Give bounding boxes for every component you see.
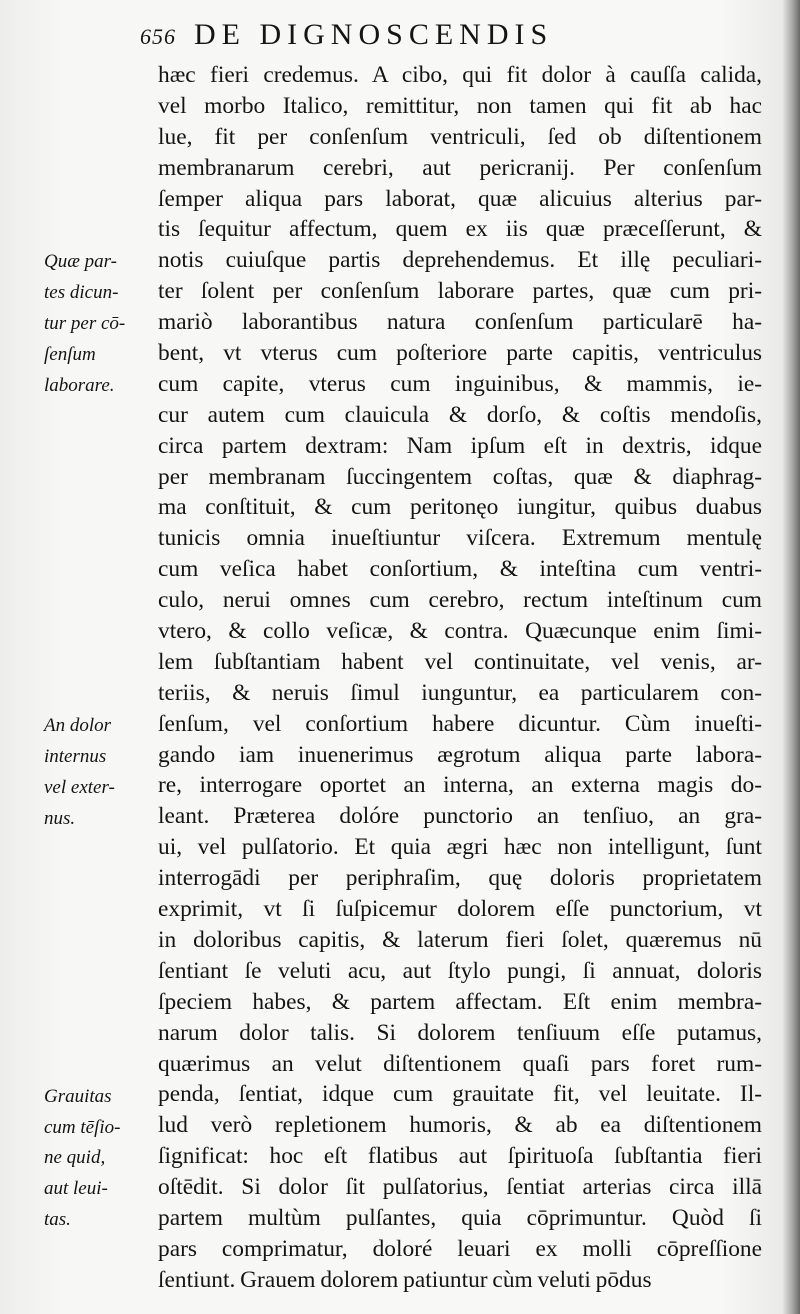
margin-note-line: tur per cō- — [44, 313, 126, 335]
text-line: lue, fit per conſenſum ventriculi, ſed ob diſtentionem — [158, 123, 762, 150]
text-line: bent, vt vterus cum poſteriore parte capitis, ventriculus — [158, 340, 762, 367]
margin-note-line: cum tēſio- — [44, 1116, 121, 1138]
text-line: ui, vel pulſatorio. Et quia ægri hæc non intelligunt, ſunt — [158, 834, 762, 861]
text-line: partem multùm pulſantes, quia cōprimuntur. Quòd ſi — [158, 1204, 762, 1231]
text-line: cum capite, vterus cum inguinibus, & mammis, ie- — [158, 370, 762, 397]
text-line: in doloribus capitis, & laterum fieri ſolet, quæremus nū — [158, 926, 762, 953]
text-line: lem ſubſtantiam habent vel continuitate, vel venis, ar- — [158, 648, 762, 675]
text-line: ſentiunt. Grauem dolorem patiuntur cùm veluti pōdus — [158, 1266, 652, 1293]
text-line: ſemper aliqua pars laborat, quæ alicuius alterius par- — [158, 185, 762, 212]
text-line: tunicis omnia inueſtiuntur viſcera. Extremum mentulę — [158, 525, 762, 552]
margin-note-line: aut leui- — [44, 1178, 108, 1200]
text-line: ſentiant ſe veluti acu, aut ſtylo pungi, ſi annuat, doloris — [158, 957, 762, 984]
text-line: narum dolor talis. Si dolorem tenſiuum eſſe putamus, — [158, 1019, 762, 1046]
margin-note-line: Grauitas — [44, 1085, 112, 1107]
margin-note-line: Quæ par- — [44, 251, 117, 273]
text-line: pars comprimatur, doloré leuari ex molli cōpreſſione — [158, 1235, 762, 1262]
page-header — [140, 18, 760, 58]
page-edge-shadow — [782, 0, 800, 1314]
text-line: cur autem cum clauicula & dorſo, & coſtis mendoſis, — [158, 401, 762, 428]
text-line: exprimit, vt ſi ſuſpicemur dolorem eſſe punctorium, vt — [158, 896, 762, 923]
text-line: ter ſolent per conſenſum laborare partes, quæ cum pri- — [158, 278, 762, 305]
margin-note — [44, 247, 156, 401]
margin-note-line: nus. — [44, 807, 76, 829]
page-number: 656 — [140, 24, 176, 49]
text-line: re, interrogare oportet an interna, an externa magis do- — [158, 772, 762, 799]
text-line: gando iam inuenerimus ægrotum aliqua parte labora- — [158, 741, 762, 768]
text-line: notis cuiuſque partis deprehendemus. Et illę peculiari- — [158, 247, 762, 274]
text-line: ſenſum, vel conſortium habere dicuntur. Cùm inueſti- — [158, 710, 762, 737]
text-line: cum veſica habet conſortium, & inteſtina cum ventri- — [158, 556, 762, 583]
margin-note-line: tes dicun- — [44, 282, 119, 304]
text-line: vtero, & collo veſicæ, & contra. Quæcunque enim ſimi- — [158, 618, 762, 645]
text-line: membranarum cerebri, aut pericranij. Per conſenſum — [158, 154, 762, 181]
margin-note-line: tas. — [44, 1209, 71, 1231]
text-line: lud verò repletionem humoris, & ab ea diſtentionem — [158, 1112, 762, 1139]
body-text — [158, 60, 762, 1296]
text-line: culo, nerui omnes cum cerebro, rectum inteſtinum cum — [158, 587, 762, 614]
margin-note-line: internus — [44, 745, 107, 767]
text-line: per membranam ſuccingentem coſtas, quæ & diaphrag- — [158, 463, 762, 490]
margin-note-line: ne quid, — [44, 1147, 106, 1169]
margin-note-line: An dolor — [44, 714, 112, 736]
text-line: teriis, & neruis ſimul iunguntur, ea particularem con- — [158, 679, 762, 706]
text-line: oſtēdit. Si dolor ſit pulſatorius, ſentiat arterias circa illā — [158, 1174, 762, 1201]
text-line: tis ſequitur affectum, quem ex iis quæ præceſſerunt, & — [158, 216, 762, 243]
text-line: ſignificat: hoc eſt flatibus aut ſpirituoſa ſubſtantia fieri — [158, 1143, 762, 1170]
text-line: circa partem dextram: Nam ipſum eſt in dextris, idque — [158, 432, 762, 459]
text-line: leant. Præterea dolóre punctorio an tenſiuo, an gra- — [158, 803, 762, 830]
text-line: hæc fieri credemus. A cibo, qui fit dolor à cauſſa calida, — [158, 62, 762, 88]
text-line: penda, ſentiat, idque cum grauitate fit, vel leuitate. Il- — [158, 1081, 762, 1108]
margin-note-line: ſenſum — [44, 344, 96, 366]
text-line: interrogādi per periphraſim, quę doloris proprietatem — [158, 865, 762, 892]
margin-note — [44, 711, 156, 835]
margin-note-line: laborare. — [44, 374, 115, 396]
running-title: DE DIGNOSCENDIS — [194, 18, 554, 51]
margin-note-line: vel exter- — [44, 776, 115, 798]
text-line: ſpeciem habes, & partem affectam. Eſt enim membra- — [158, 988, 762, 1015]
text-line: mariò laborantibus natura conſenſum particularē ha- — [158, 309, 762, 336]
text-line: quærimus an velut diſtentionem quaſi pars foret rum- — [158, 1050, 762, 1077]
text-line: vel morbo Italico, remittitur, non tamen qui fit ab hac — [158, 92, 762, 119]
margin-note — [44, 1082, 156, 1236]
text-line: ma conſtituit, & cum peritonęo iungitur, quibus duabus — [158, 494, 762, 521]
